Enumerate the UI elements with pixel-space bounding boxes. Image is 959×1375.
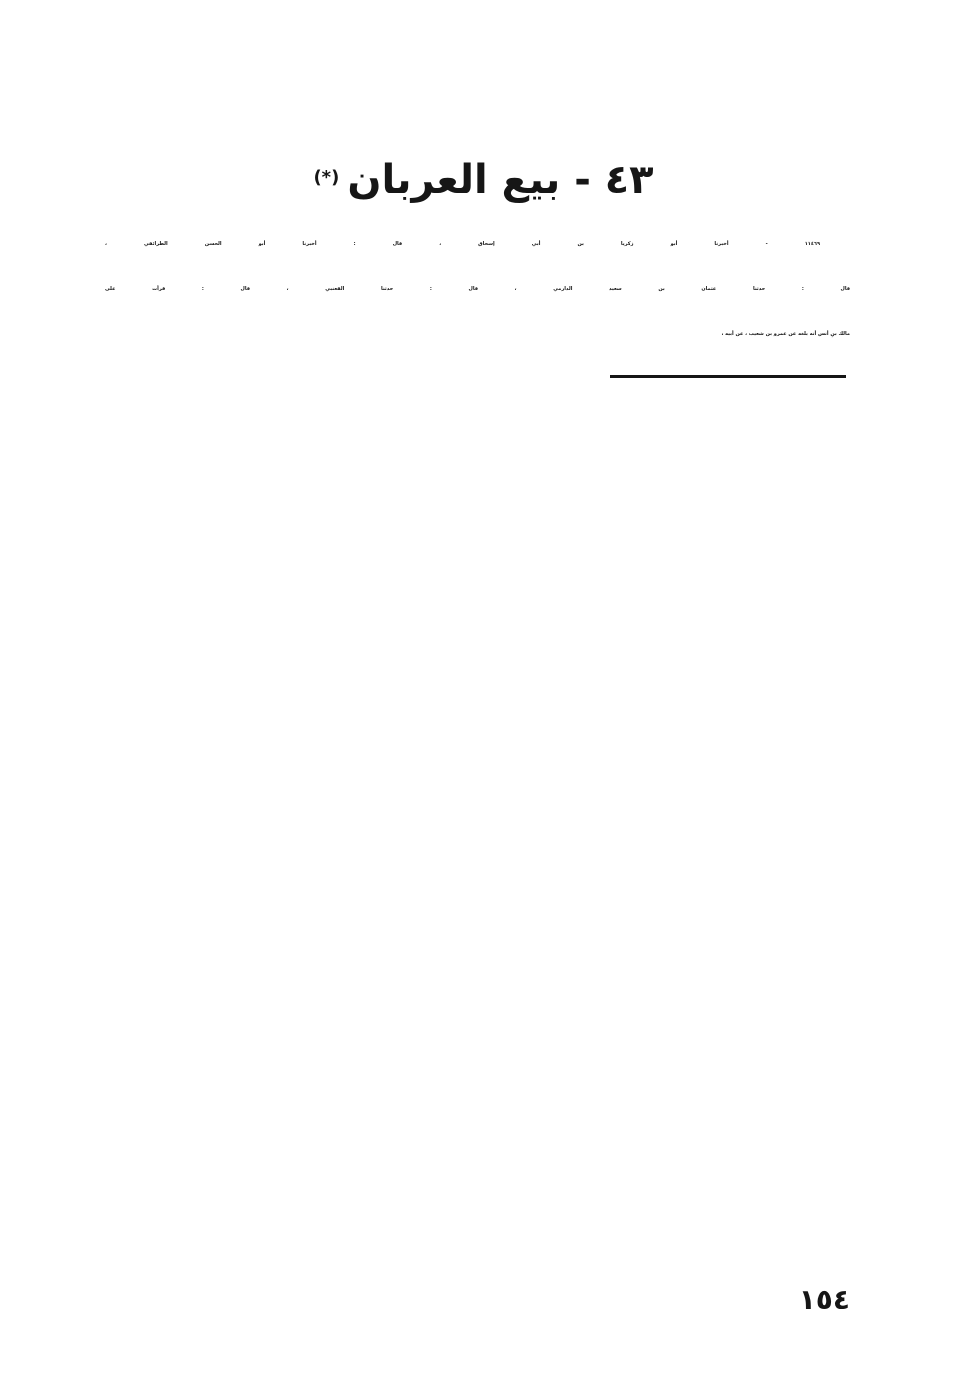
footnote-line <box>105 1203 850 1240</box>
footnote-line <box>105 1166 850 1203</box>
footnote-line <box>105 1013 850 1050</box>
footnote-line <box>105 586 850 623</box>
footnote-line <box>105 512 850 549</box>
footnote-paragraph <box>105 1092 850 1240</box>
footnote-paragraph <box>105 1013 850 1087</box>
chapter-title <box>0 150 959 210</box>
footnote-line <box>105 396 850 433</box>
footnote-line <box>105 660 850 697</box>
footnote-paragraph <box>105 702 850 776</box>
footnote-paragraph <box>105 475 850 697</box>
main-text-line: مالك بنِ أنس أنه بلغه عن عمرو بن شعيب ، عن أبيه ، <box>721 331 850 337</box>
footnote-line <box>105 549 850 586</box>
footnote <box>105 396 850 1245</box>
footnote-line <box>105 818 850 855</box>
main-text-line: ١١٤٦٩ - أخبرنا أبو زكريا بن أبي إسحاق ، قال : أخبرنا أبو الحسن الطرائفي ، <box>105 241 820 247</box>
footnote-line <box>105 702 850 739</box>
footnote-line <box>105 433 850 470</box>
footnote-line <box>105 623 850 660</box>
main-text-line: قال : حدثنا عثمان بن سعيد الدارمي ، قال : حدثنا القعنبي ، قال : قرأت على <box>105 286 850 292</box>
title-footnote-marker: (*) <box>313 167 340 188</box>
footnote-line <box>105 781 850 818</box>
footnote-separator <box>610 375 846 378</box>
footnote-line <box>105 934 850 971</box>
footnote-line <box>105 739 850 776</box>
footnote-line <box>105 897 850 934</box>
footnote-line <box>105 855 850 892</box>
footnote-paragraph <box>105 396 850 470</box>
main-text <box>105 222 850 357</box>
footnote-line <box>105 971 850 1008</box>
footnote-line <box>105 1092 850 1129</box>
footnote-line <box>105 475 850 512</box>
footnote-paragraph <box>105 897 850 1008</box>
footnote-line <box>105 1129 850 1166</box>
footnote-paragraph <box>105 781 850 892</box>
footnote-line <box>105 1050 850 1087</box>
page-number: ١٥٤ <box>798 1283 850 1316</box>
chapter-title-text: ٤٣ - بيع العربان <box>347 157 654 203</box>
